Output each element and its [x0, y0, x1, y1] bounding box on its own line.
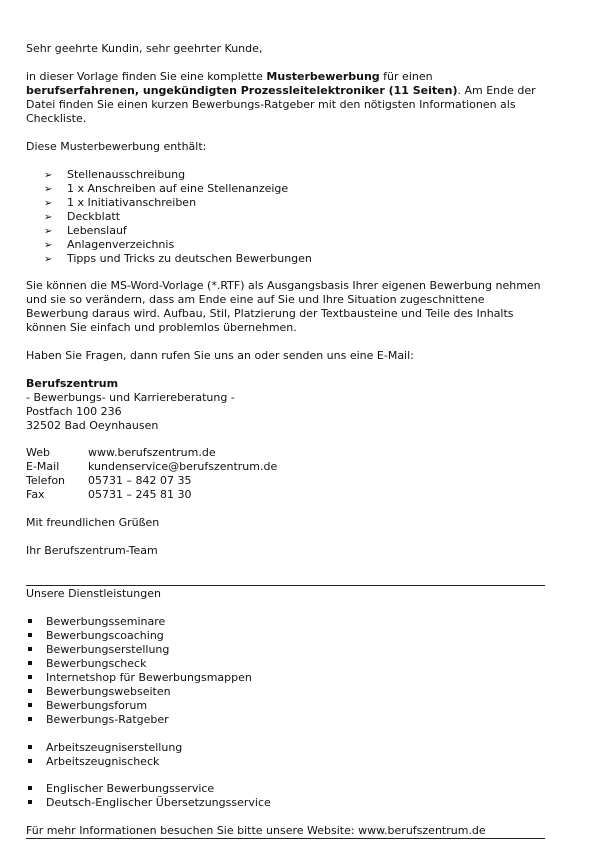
closing: Mit freundlichen Grüßen	[26, 516, 160, 529]
intro-paragraph	[26, 70, 546, 126]
signature: Ihr Berufszentrum-Team	[26, 544, 158, 557]
intro-bold-2: berufserfahrenen, ungekündigten Prozessleitelektroniker (11 Seiten)	[26, 84, 458, 97]
list-item: ➢ 1 x Anschreiben auf eine Stellenanzeige	[44, 182, 289, 195]
square-bullet-icon	[28, 755, 46, 769]
list-item: ➢ Stellenausschreibung	[44, 168, 186, 181]
list-item: Deutsch-Englischer Übersetzungsservice	[28, 796, 271, 810]
square-bullet-icon	[28, 657, 46, 671]
arrow-bullet-icon: ➢	[44, 212, 53, 223]
services-list-english	[28, 782, 271, 810]
intro-text-1: in dieser Vorlage finden Sie eine komplette	[26, 70, 267, 83]
square-bullet-icon	[28, 782, 46, 796]
square-bullet-icon	[28, 713, 46, 727]
arrow-bullet-icon: ➢	[44, 170, 53, 181]
square-bullet-icon	[28, 615, 46, 629]
list-item: ➢ 1 x Initiativanschreiben	[44, 196, 197, 209]
contact-label: Web	[26, 446, 50, 459]
website-link[interactable]: www.berufszentrum.de	[88, 446, 216, 459]
contents-heading: Diese Musterbewerbung enthält:	[26, 140, 207, 153]
list-item: Bewerbungsforum	[28, 699, 252, 713]
greeting: Sehr geehrte Kundin, sehr geehrter Kunde,	[26, 42, 263, 55]
arrow-bullet-icon: ➢	[44, 184, 53, 195]
usage-paragraph: Sie können die MS-Word-Vorlage (*.RTF) als Ausgangsbasis Ihrer eigenen Bewerbung nehmen und sie so verändern, dass am Ende eine auf Sie und Ihre Situation zugeschnittene Bewerbung daraus wird. Aufbau, Stil, Platzierung der Textbausteine und Teile des Inhalts können Sie einfach und problemlos übernehmen.	[26, 279, 541, 334]
list-item: Arbeitszeugnischeck	[28, 755, 182, 769]
list-item: ➢ Lebenslauf	[44, 224, 127, 237]
list-item: Bewerbungscheck	[28, 657, 252, 671]
fax-value: 05731 – 245 81 30	[88, 488, 192, 501]
intro-text-2: für einen	[379, 70, 433, 83]
contact-label: Telefon	[26, 474, 66, 487]
list-item: Bewerbungsseminare	[28, 615, 252, 629]
square-bullet-icon	[28, 671, 46, 685]
contact-row	[26, 460, 277, 474]
intro-text-3: . Am Ende der Datei finden Sie einen kurzen Bewerbungs-Ratgeber mit den nötigsten Informationen als Checkliste.	[26, 84, 536, 125]
list-item: ➢ Deckblatt	[44, 210, 121, 223]
contact-label: E-Mail	[26, 460, 60, 473]
contact-row	[26, 474, 277, 488]
phone-value: 05731 – 842 07 35	[88, 474, 192, 487]
questions-text: Haben Sie Fragen, dann rufen Sie uns an oder senden uns eine E-Mail:	[26, 349, 414, 362]
intro-bold-1: Musterbewerbung	[266, 70, 380, 83]
services-list-certificates	[28, 741, 182, 769]
square-bullet-icon	[28, 685, 46, 699]
square-bullet-icon	[28, 741, 46, 755]
company-street: Postfach 100 236	[26, 405, 122, 418]
services-heading: Unsere Dienstleistungen	[26, 587, 161, 600]
company-city: 32502 Bad Oeynhausen	[26, 419, 159, 432]
square-bullet-icon	[28, 643, 46, 657]
list-item: Internetshop für Bewerbungsmappen	[28, 671, 252, 685]
company-tagline: - Bewerbungs- und Karriereberatung -	[26, 391, 235, 404]
arrow-bullet-icon: ➢	[44, 254, 53, 265]
list-item: Englischer Bewerbungsservice	[28, 782, 271, 796]
contact-block	[26, 446, 277, 502]
list-item: Bewerbungs-Ratgeber	[28, 713, 252, 727]
company-name: Berufszentrum	[26, 377, 119, 390]
footer-website-text: Für mehr Informationen besuchen Sie bitte unsere Website: www.berufszentrum.de	[26, 824, 486, 837]
square-bullet-icon	[28, 699, 46, 713]
square-bullet-icon	[28, 629, 46, 643]
square-bullet-icon	[28, 796, 46, 810]
divider	[26, 585, 545, 586]
arrow-bullet-icon: ➢	[44, 198, 53, 209]
list-item: Bewerbungswebseiten	[28, 685, 252, 699]
list-item: ➢ Anlagenverzeichnis	[44, 238, 175, 251]
arrow-bullet-icon: ➢	[44, 226, 53, 237]
list-item: Bewerbungscoaching	[28, 629, 252, 643]
contact-row	[26, 488, 277, 502]
email-link[interactable]: kundenservice@berufszentrum.de	[88, 460, 278, 473]
list-item: Arbeitszeugniserstellung	[28, 741, 182, 755]
list-item: Bewerbungserstellung	[28, 643, 252, 657]
list-item: ➢ Tipps und Tricks zu deutschen Bewerbungen	[44, 252, 312, 265]
contact-label: Fax	[26, 488, 45, 501]
contact-row	[26, 446, 277, 460]
arrow-bullet-icon: ➢	[44, 240, 53, 251]
services-list-main	[28, 615, 252, 727]
footer-divider	[26, 838, 545, 839]
contents-list	[44, 168, 312, 266]
